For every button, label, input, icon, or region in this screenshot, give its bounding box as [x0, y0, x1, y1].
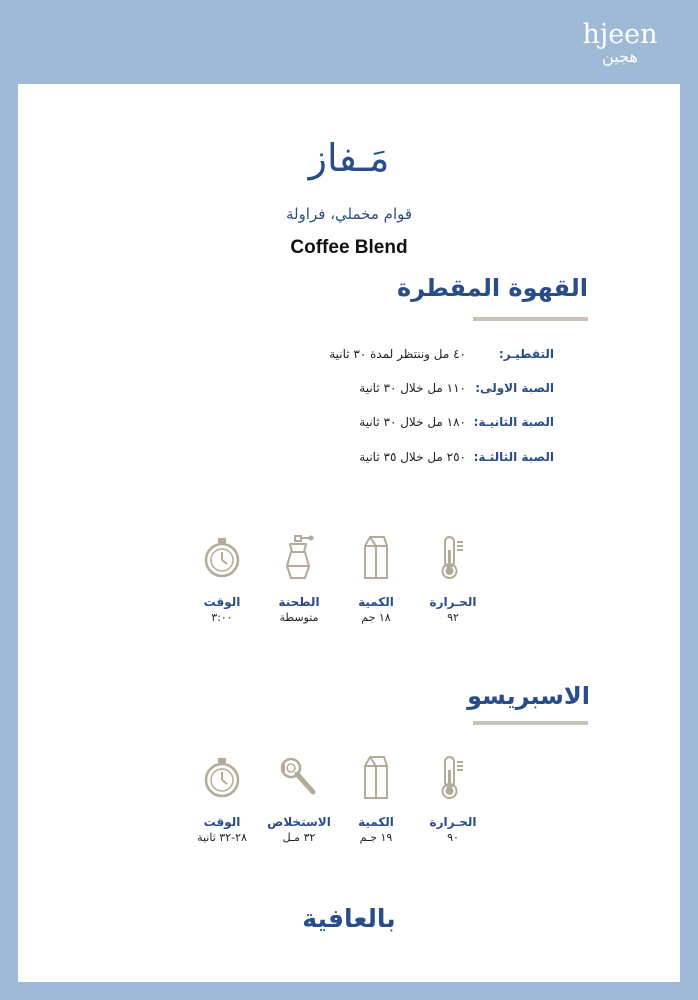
- stat-value: ٢٨-٣٢ ثانية: [197, 831, 247, 844]
- brand-logo: [578, 19, 662, 66]
- stat-label: الوقت: [203, 595, 241, 609]
- stat-value: ٩٢: [447, 611, 459, 624]
- stat-value: ١٨ جم: [361, 611, 391, 624]
- thermometer-icon: [437, 534, 469, 582]
- step-value: ٤٠ مل وننتظر لمدة ٣٠ ثانية: [329, 347, 466, 361]
- stopwatch-icon: [203, 534, 241, 582]
- coffee-name: مَـفاز: [308, 136, 390, 180]
- stat-label: الحـرارة: [429, 595, 477, 609]
- stopwatch-icon: [203, 754, 241, 802]
- drip-stat-temperature: [411, 534, 495, 626]
- stat-value: ٣٢ مـل: [282, 831, 316, 844]
- grinder-icon: [282, 534, 316, 582]
- brand-logo-latin: hjeen: [582, 19, 658, 50]
- thermometer-icon: [437, 754, 469, 802]
- brand-logo-arabic: هجين: [602, 47, 638, 66]
- step-label: الصبة الاولى:: [475, 381, 554, 395]
- espresso-stat-quantity: [334, 754, 418, 846]
- espresso-heading-underline: [473, 721, 588, 725]
- step-value: ٢٥٠ مل خلال ٣٥ ثانية: [359, 450, 466, 464]
- recipe-card: [18, 84, 680, 982]
- espresso-stat-time: [180, 754, 264, 846]
- drip-heading-underline: [473, 317, 588, 321]
- espresso-stat-extraction: [257, 754, 341, 846]
- coffee-bag-icon: [360, 534, 392, 582]
- coffee-bag-icon: [360, 754, 392, 802]
- step-value: ١٨٠ مل خلال ٣٠ ثانية: [359, 415, 466, 429]
- stat-value: ٩٠: [447, 831, 459, 844]
- drip-stat-grind: [257, 534, 341, 626]
- stat-label: الكمية: [358, 815, 394, 829]
- step-label: التقطيـر:: [498, 347, 554, 361]
- drip-step-row: [294, 347, 554, 367]
- drip-stat-quantity: [334, 534, 418, 626]
- stat-value: ٣:٠٠: [211, 611, 233, 624]
- blend-label: Coffee Blend: [290, 237, 408, 258]
- drip-step-row: [294, 415, 554, 435]
- drip-heading: القهوة المقطرة: [396, 274, 588, 302]
- portafilter-icon: [279, 754, 319, 802]
- drip-step-row: [294, 381, 554, 401]
- drip-stat-time: [180, 534, 264, 626]
- step-value: ١١٠ مل خلال ٣٠ ثانية: [359, 381, 466, 395]
- drip-step-row: [294, 450, 554, 470]
- stat-label: الاستخلاص: [267, 815, 331, 829]
- stat-value: متوسطة: [279, 611, 319, 624]
- stat-label: الوقت: [203, 815, 241, 829]
- stat-label: الكمية: [358, 595, 394, 609]
- stat-label: الحـرارة: [429, 815, 477, 829]
- step-label: الصبة الثالثـة:: [473, 450, 554, 464]
- stat-label: الطحنة: [278, 595, 320, 609]
- espresso-stat-temperature: [411, 754, 495, 846]
- espresso-heading: الاسبريسو: [467, 682, 590, 710]
- stat-value: ١٩ جـم: [359, 831, 393, 844]
- closing-message: بالعافية: [302, 904, 396, 933]
- step-label: الصبة الثانيـة:: [473, 415, 554, 429]
- tasting-notes: قوام مخملي، فراولة: [285, 205, 413, 223]
